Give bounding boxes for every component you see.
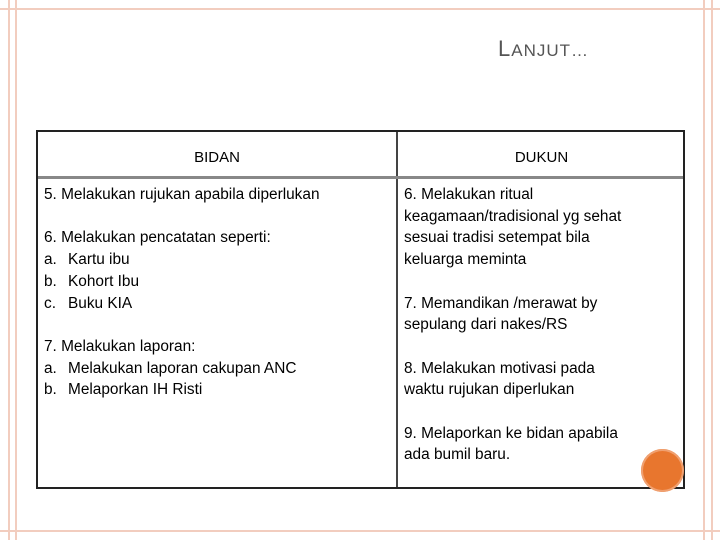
frame-line-top bbox=[0, 8, 720, 10]
sub-item-marker: c. bbox=[44, 294, 56, 312]
sub-item-text: Buku KIA bbox=[68, 294, 133, 312]
title-rest: ANJUT… bbox=[511, 41, 590, 60]
sub-item-marker: a. bbox=[44, 251, 57, 269]
header-bidan: BIDAN bbox=[194, 149, 240, 166]
header-dukun: DUKUN bbox=[514, 149, 569, 166]
frame-line-right-outer bbox=[711, 0, 713, 540]
item-text: keluarga meminta bbox=[404, 251, 527, 269]
column-divider bbox=[396, 132, 398, 487]
item-text: 9. Melaporkan ke bidan apabila bbox=[404, 424, 618, 442]
sub-item bbox=[44, 379, 389, 401]
item-text: 7. Memandikan /merawat by bbox=[404, 294, 598, 312]
list-item bbox=[404, 293, 679, 336]
slide-title bbox=[498, 36, 589, 62]
item-text: keagamaan/tradisional yg sehat bbox=[404, 207, 622, 225]
header-divider bbox=[38, 176, 683, 179]
item-text: sesuai tradisi setempat bila bbox=[404, 229, 590, 247]
item-text: 6. Melakukan ritual bbox=[404, 186, 534, 203]
list-item bbox=[44, 227, 389, 314]
sub-item bbox=[44, 358, 389, 380]
list-item bbox=[44, 336, 389, 401]
bidan-column bbox=[44, 184, 389, 423]
sub-item-text: Kohort Ibu bbox=[68, 272, 140, 290]
list-item bbox=[404, 423, 679, 466]
list-item bbox=[404, 358, 679, 401]
frame-line-left-outer bbox=[8, 0, 10, 540]
sub-item-text: Melakukan laporan cakupan ANC bbox=[68, 359, 297, 377]
item-text: sepulang dari nakes/RS bbox=[404, 316, 568, 334]
item-text: 5. Melakukan rujukan apabila diperlukan bbox=[44, 186, 320, 203]
sub-item-text: Melaporkan IH Risti bbox=[68, 381, 203, 399]
sub-item bbox=[44, 271, 389, 293]
item-text: ada bumil baru. bbox=[404, 446, 511, 464]
sub-item bbox=[44, 249, 389, 271]
title-initial: L bbox=[498, 36, 512, 61]
frame-line-bottom bbox=[0, 530, 720, 532]
item-text: waktu rujukan diperlukan bbox=[404, 381, 575, 399]
dukun-column bbox=[404, 184, 679, 488]
decorative-circle bbox=[641, 449, 684, 492]
frame-line-left-inner bbox=[15, 0, 17, 540]
list-item bbox=[44, 184, 389, 206]
sub-item-text: Kartu ibu bbox=[68, 251, 130, 269]
sub-item-marker: a. bbox=[44, 359, 57, 377]
list-item bbox=[404, 184, 679, 271]
comparison-table bbox=[36, 130, 685, 489]
item-text: 6. Melakukan pencatatan seperti: bbox=[44, 229, 271, 247]
sub-item-marker: b. bbox=[44, 272, 57, 290]
sub-item bbox=[44, 293, 389, 315]
item-text: 8. Melakukan motivasi pada bbox=[404, 359, 595, 377]
sub-item-marker: b. bbox=[44, 381, 57, 399]
frame-line-right-inner bbox=[703, 0, 705, 540]
item-text: 7. Melakukan laporan: bbox=[44, 337, 196, 355]
